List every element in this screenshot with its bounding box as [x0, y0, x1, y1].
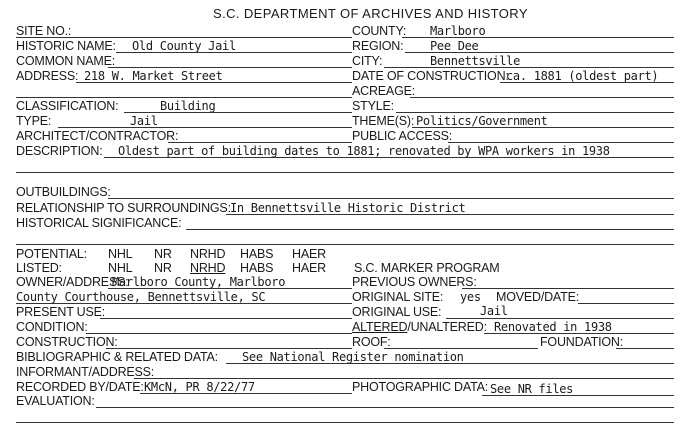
address-label: ADDRESS: [16, 69, 79, 83]
description-line-2 [16, 172, 674, 173]
listed-nr: NR [154, 261, 172, 275]
owner-line-2 [16, 303, 352, 304]
owner-line-1 [108, 288, 352, 289]
bibliographic-line [226, 363, 674, 364]
listed-habs: HABS [240, 261, 274, 275]
owner-value-1: Marlboro County, Marlboro [112, 275, 286, 289]
region-line [405, 52, 674, 53]
public-access-line [448, 142, 674, 143]
listed-nrhd-selected: NRHD [190, 261, 226, 275]
region-label: REGION: [352, 39, 404, 53]
photo-value: See NR files [490, 382, 574, 396]
architect-line [168, 142, 352, 143]
altered-line [484, 333, 674, 334]
evaluation-line-2 [16, 422, 674, 423]
marker-program-label: S.C. MARKER PROGRAM [354, 261, 500, 275]
public-access-label: PUBLIC ACCESS: [352, 129, 453, 143]
significance-line-1 [186, 229, 674, 230]
owner-label: OWNER/ADDRESS: [16, 275, 129, 289]
acreage-line [410, 97, 674, 98]
historic-name-value: Old County Jail [132, 39, 236, 53]
historic-name-label: HISTORIC NAME: [16, 39, 116, 53]
present-use-label: PRESENT USE: [16, 305, 106, 319]
listed-label: LISTED: [16, 261, 62, 275]
construction-line [106, 348, 352, 349]
relationship-value: In Bennettsville Historic District [230, 201, 466, 215]
themes-label: THEME(S): [352, 114, 415, 128]
previous-owners-line [462, 288, 674, 289]
altered-label-selected: ALTERED [352, 320, 408, 334]
type-line [58, 127, 352, 128]
altered-value: Renovated in 1938 [494, 320, 612, 334]
architect-label: ARCHITECT/CONTRACTOR: [16, 129, 179, 143]
style-label: STYLE: [352, 99, 394, 113]
site-no-label: SITE NO.: [16, 24, 72, 38]
significance-line-2 [16, 244, 674, 245]
unaltered-label: /UNALTERED: [407, 320, 487, 334]
county-line [402, 37, 674, 38]
owner-value-2: County Courthouse, Bennettsville, SC [16, 290, 266, 304]
condition-label: CONDITION: [16, 320, 88, 334]
city-label: CITY: [352, 54, 383, 68]
potential-label: POTENTIAL: [16, 247, 87, 261]
historic-name-line [116, 52, 352, 53]
recorded-value: KMcN, PR 8/22/77 [144, 380, 255, 394]
original-use-label: ORIGINAL USE: [352, 305, 442, 319]
style-line [396, 112, 674, 113]
type-label: TYPE: [16, 114, 52, 128]
original-use-line [446, 318, 674, 319]
date-line [500, 82, 674, 83]
moved-date-line [578, 303, 674, 304]
significance-label: HISTORICAL SIGNIFICANCE: [16, 216, 182, 230]
altered-label-group [352, 320, 487, 334]
recorded-label: RECORDED BY/DATE: [16, 380, 144, 394]
foundation-label: FOUNDATION: [540, 335, 623, 349]
description-value: Oldest part of building dates to 1881; renovated by WPA workers in 1938 [118, 144, 610, 158]
construction-label: CONSTRUCTION: [16, 335, 118, 349]
original-site-label: ORIGINAL SITE: [352, 290, 444, 304]
classification-label: CLASSIFICATION: [16, 99, 119, 113]
date-value: ca. 1881 (oldest part) [506, 69, 659, 83]
city-value: Bennettsville [430, 54, 521, 68]
outbuildings-line [108, 198, 674, 199]
classification-line [124, 112, 352, 113]
classification-value: Building [160, 99, 216, 113]
present-use-line [100, 318, 352, 319]
city-line [384, 67, 674, 68]
original-use-value: Jail [480, 304, 508, 318]
date-label: DATE OF CONSTRUCTION: [352, 69, 509, 83]
listed-nhl: NHL [108, 261, 133, 275]
relationship-line [226, 214, 674, 215]
potential-nhl: NHL [108, 247, 133, 261]
site-no-line [16, 37, 352, 38]
bibliographic-label: BIBLIOGRAPHIC & RELATED DATA: [16, 350, 218, 364]
photo-line [482, 395, 674, 396]
common-name-label: COMMON NAME: [16, 54, 115, 68]
description-label: DESCRIPTION: [16, 144, 103, 158]
blank-line [16, 97, 352, 98]
relationship-label: RELATIONSHIP TO SURROUNDINGS: [16, 201, 231, 215]
evaluation-label: EVALUATION: [16, 394, 95, 408]
themes-value: Politics/Government [416, 114, 548, 128]
form-title: S.C. DEPARTMENT OF ARCHIVES AND HISTORY [213, 6, 528, 21]
photo-label: PHOTOGRAPHIC DATA: [352, 380, 488, 394]
moved-date-label: MOVED/DATE: [496, 290, 579, 304]
address-value: 218 W. Market Street [84, 69, 223, 83]
listed-haer: HAER [292, 261, 326, 275]
evaluation-line-1 [96, 407, 674, 408]
potential-nrhd: NRHD [190, 247, 226, 261]
type-value: Jail [130, 114, 158, 128]
condition-line [86, 333, 352, 334]
description-line-1 [104, 157, 674, 158]
previous-owners-label: PREVIOUS OWNERS: [352, 275, 477, 289]
region-value: Pee Dee [430, 39, 479, 53]
roof-label: ROOF: [352, 335, 391, 349]
potential-habs: HABS [240, 247, 274, 261]
address-line [76, 82, 352, 83]
bibliographic-value: See National Register nomination [242, 350, 464, 364]
county-label: COUNTY: [352, 24, 407, 38]
county-value: Marlboro [430, 24, 486, 38]
roof-line [384, 348, 538, 349]
informant-line [134, 378, 674, 379]
common-name-line [108, 67, 352, 68]
outbuildings-label: OUTBUILDINGS: [16, 185, 111, 199]
foundation-line [616, 348, 674, 349]
potential-haer: HAER [292, 247, 326, 261]
original-site-value: yes [460, 290, 481, 304]
informant-label: INFORMANT/ADDRESS: [16, 365, 155, 379]
recorded-line [140, 393, 352, 394]
themes-line [412, 127, 674, 128]
acreage-label: ACREAGE: [352, 84, 415, 98]
potential-nr: NR [154, 247, 172, 261]
